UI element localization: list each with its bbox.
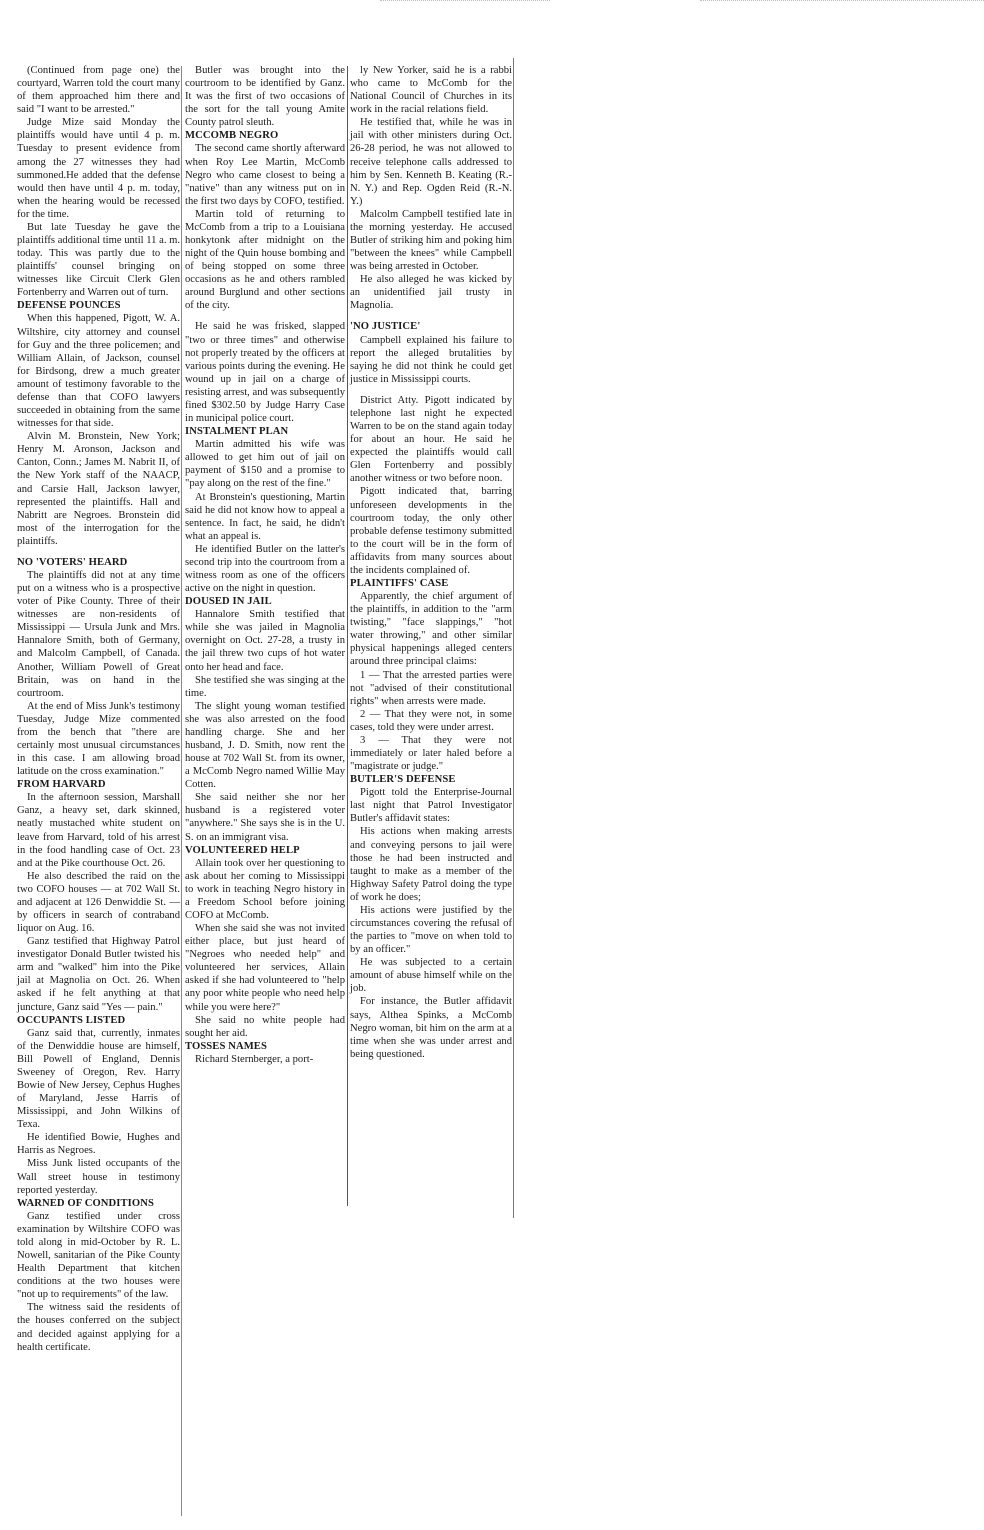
paragraph: At Bronstein's questioning, Martin said he did not know how to appeal a sentence. In fact, he said, he didn't what an appeal is. [185,491,345,542]
paragraph: Hannalore Smith testified that while she was jailed in Magnolia overnight on Oct. 27-28, a trusty in the jail threw two cups of hot water onto her head and face. [185,609,345,673]
paragraph: He identified Bowie, Hughes and Harris as Negroes. [17,1132,180,1157]
paragraph: She said no white people had sought her aid. [185,1014,345,1039]
paragraph: Butler was brought into the courtroom to be identified by Ganz. It was the first of two occasions of the sort for the tall young Amite County patrol sleuth. [185,65,345,129]
paragraph: For instance, the Butler affidavit says, Althea Spinks, a McComb Negro woman, bit him on the arm at a time when she was under arrest and being questioned. [350,996,512,1060]
section-subhead: WARNED OF CONDITIONS [17,1197,154,1209]
paragraph: Ganz testified that Highway Patrol investigator Donald Butler twisted his arm and "walked" him into the Pike jail at Magnolia on Oct. 26. When asked if he felt anything at that juncture, Ganz said "Yes — pain." [17,936,180,1013]
section-subhead: 'NO JUSTICE' [350,321,421,333]
paragraph: She testified she was singing at the time. [185,674,345,699]
paragraph: Miss Junk listed occupants of the Wall street house in testimony reported yesterday. [17,1158,180,1196]
section-subhead: FROM HARVARD [17,779,106,791]
paragraph: He identified Butler on the latter's second trip into the courtroom from a witness room as one of the officers active on the night in question. [185,543,345,595]
paragraph: Allain took over her questioning to ask about her coming to Mississippi to work in teaching Negro history in a Freedom School before joining COFO at McComb. [185,857,345,921]
column-rule [181,66,182,1516]
section-subhead: BUTLER'S DEFENSE [350,774,456,786]
paragraph: He also described the raid on the two COFO houses — at 702 Wall St. and adjacent at 126 Denwiddie St. — by officers in search of contraband liquor on Aug. 16. [17,870,180,935]
article-column-3 [350,64,512,1061]
paragraph: Alvin M. Bronstein, New York; Henry M. Aronson, Jackson and Canton, Conn.; James M. Nabrit II, of the New York staff of the NAACP, and Carsie Hall, Jackson lawyer, represented the plaintiffs. Hall and Nabritt are Negroes. Bronstein did most of the interrogation for the plaintiffs. [17,431,180,547]
top-edge-mark [380,0,550,4]
paragraph: The plaintiffs did not at any time put on a witness who is a prospective voter of Pike County. Three of their witnesses are non-residents of Mississippi — Ursula Junk and Mrs. Hannalore Smith, both of Germany, and Malcolm Campbell, of Canada. Another, William Powell of Great Britain, was on hand in the courtroom. [17,569,180,699]
paragraph: Campbell explained his failure to report the alleged brutalities by saying he did not think he could get justice in Mississippi courts. [350,334,512,385]
paragraph: Pigott told the Enterprise-Journal last night that Patrol Investigator Butler's affidavit states: [350,787,512,825]
paragraph: He testified that, while he was in jail with other ministers during Oct. 26-28 period, he was not allowed to receive telephone calls addressed to him by Sen. Kenneth B. Keating (R.-N. Y.) and Rep. Ogden Reid (R.-N. Y.) [350,117,512,207]
column-rule [347,66,348,1206]
paragraph: At the end of Miss Junk's testimony Tuesday, Judge Mize commented from the bench that "there are certainly most unusual circumstances in this case. I am allowing broad latitude on the cross examination." [17,700,180,778]
paragraph: (Continued from page one) the courtyard, Warren told the court many of them approached him there and said "I want to be arrested." [17,65,180,116]
paragraph: The slight young woman testified she was also arrested on the food handling charge. She and her husband, J. D. Smith, now rent the house at 702 Wall St. from its owner, a McComb Negro named Willie May Cotten. [185,700,345,791]
section-subhead: PLAINTIFFS' CASE [350,577,449,589]
article-column-2 [185,64,345,1066]
paragraph: The witness said the residents of the houses conferred on the subject and decided against applying for a health certificate. [17,1302,180,1353]
section-subhead: NO 'VOTERS' HEARD [17,556,128,568]
paragraph: 3 — That they were not immediately or later haled before a "magistrate or judge." [350,734,512,773]
paragraph: 2 — That they were not, in some cases, told they were under arrest. [350,708,512,733]
paragraph: His actions were justified by the circumstances covering the refusal of the parties to "move on when told to by an officer." [350,904,512,956]
paragraph: When she said she was not invited either place, but just heard of "Negroes who needed help" and volunteered her services, Allain asked if she had volunteered to "help any poor white people who need help while you were here?" [185,923,345,1013]
paragraph: His actions when making arrests and conveying persons to jail were those he had been instructed and taught to make as a member of the Highway Safety Patrol doing the type of work he does; [350,826,512,903]
paragraph: When this happened, Pigott, W. A. Wiltshire, city attorney and counsel for Guy and the three policemen; and William Allain, of Jackson, counsel for Birdsong, drew a much greater amount of testimony favorable to the defense than that COFO lawyers succeeded in obtaining from the same witnesses for that side. [17,313,180,430]
section-subhead: TOSSES NAMES [185,1040,267,1052]
paragraph: Richard Sternberger, a port- [195,1053,314,1065]
paragraph: Malcolm Campbell testified late in the morning yesterday. He accused Butler of striking him and poking him "between the knees" while Campbell was being arrested in October. [350,208,512,273]
paragraph: Apparently, the chief argument of the plaintiffs, in addition to the "arm twisting," "face slappings," "hot water throwing," and other similar physical happenings alleged centers around three principal claims: [350,591,512,668]
section-subhead: MCCOMB NEGRO [185,130,279,142]
section-subhead: DEFENSE POUNCES [17,300,121,312]
article-column-1 [17,64,180,1354]
paragraph: Ganz testified under cross examination by Wiltshire COFO was told along in mid-October by R. L. Nowell, sanitarian of the Pike County Health Department that kitchen conditions at the two houses were "not up to requirements" of the law. [17,1210,180,1301]
paragraph: Martin told of returning to McComb from a trip to a Louisiana honkytonk after midnight on the night of the Quin house bombing and of being stopped on some three occasions as he and others rambled around Burglund and other sections of the city. [185,208,345,312]
paragraph: She said neither she nor her husband is a registered voter "anywhere." She says she is in the U. S. on an immigrant visa. [185,792,345,843]
paragraph: He also alleged he was kicked by an unidentified jail trusty in Magnolia. [350,274,512,312]
paragraph: Martin admitted his wife was allowed to get him out of jail on payment of $150 and a promise to "pay along on the rest of the fine." [185,439,345,490]
column-rule [513,58,514,1218]
paragraph: ly New Yorker, said he is a rabbi who came to McComb for the National Council of Churches in its work in the racial relations field. [350,65,512,116]
section-subhead: VOLUNTEERED HELP [185,844,300,856]
paragraph: But late Tuesday he gave the plaintiffs additional time until 11 a. m. today. This was partly due to the plaintiffs' counsel bringing on witnesses like Circuit Clerk Glen Fortenberry and Warren out of turn. [17,221,181,299]
top-edge-mark [700,0,984,4]
section-subhead: INSTALMENT PLAN [185,426,289,438]
paragraph: He said he was frisked, slapped "two or three times" and otherwise not properly treated by the officers at various points during the evening. He wound up in jail on a charge of resisting arrest, and was subsequently fined $302.50 by Judge Harry Case in municipal police court. [185,321,345,425]
paragraph: Judge Mize said Monday the plaintiffs would have until 4 p. m. Tuesday to present evidence from among the 27 witnesses they had summoned.He added that the defense would then have until 4 p. m. today, when the hearing would be recessed for the time. [17,117,180,220]
paragraph: He was subjected to a certain amount of abuse himself while on the job. [350,957,512,995]
section-subhead: OCCUPANTS LISTED [17,1014,126,1026]
paragraph: District Atty. Pigott indicated by telephone last night he expected Warren to be on the stand again today for about an hour. He said he expected the plaintiffs would call Glen Fortenberry and possibly another witness or two before noon. [350,394,512,485]
paragraph: The second came shortly afterward when Roy Lee Martin, McComb Negro who came closest to being a "native" than any witness put on in the first two days by COFO, testified. [185,143,345,207]
section-subhead: DOUSED IN JAIL [185,596,272,608]
paragraph: Pigott indicated that, barring unforeseen developments in the courtroom today, the only other probable defense testimony submitted to the court will be in the form of affidavits from many sources about the incidents complained of. [350,486,512,576]
paragraph: Ganz said that, currently, inmates of the Denwiddie house are himself, Bill Powell of England, Dennis Sweeney of Oregon, Rev. Harry Bowie of New Jersey, Cephus Hughes of Maryland, Jesse Harris of Mississippi, and John Wilkins of Texa. [17,1027,180,1131]
paragraph: 1 — That the arrested parties were not "advised of their constitutional rights" when arrests were made. [350,669,512,707]
paragraph: In the afternoon session, Marshall Ganz, a heavy set, dark skinned, neatly mustached white student on leave from Harvard, told of his arrest in the food handling case of Oct. 23 and at the Pike courthouse Oct. 26. [17,792,180,869]
